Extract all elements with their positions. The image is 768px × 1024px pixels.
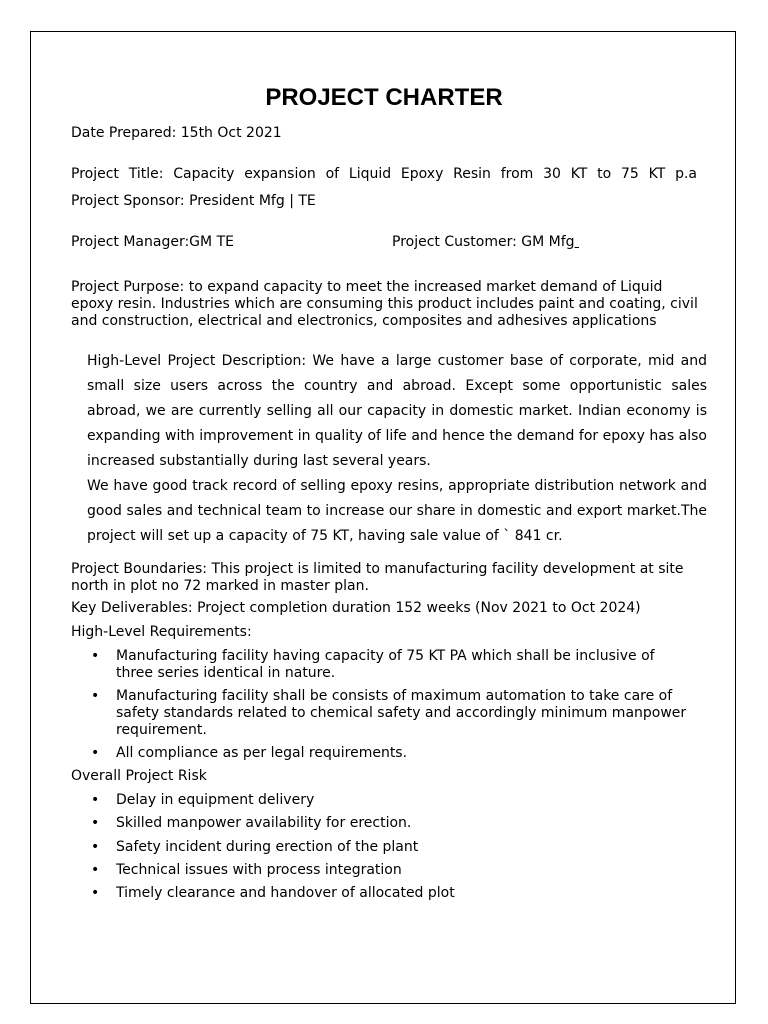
date-prepared: Date Prepared: 15th Oct 2021 — [71, 125, 282, 141]
project-title: Project Title: Capacity expansion of Liquid Epoxy Resin from 30 KT to 75 KT p.a — [71, 166, 697, 182]
description-paragraph-2: We have good track record of selling epoxy resins, appropriate distribution network and good sales and technical team to increase our share in domestic and export market.The project will set up a capacity of 75 KT, having sale value of ` 841 cr. — [87, 478, 707, 544]
risk-text: Timely clearance and handover of allocated plot — [116, 885, 455, 902]
requirement-text: All compliance as per legal requirements. — [116, 745, 408, 761]
list-item — [91, 688, 691, 739]
list-item — [91, 792, 691, 809]
project-purpose: Project Purpose: to expand capacity to meet the increased market demand of Liquid epoxy resin. Industries which are consuming this product includes paint and coating, civil and construction, electrical and electronics, composites and adhesives applications — [71, 279, 698, 329]
bullet-icon: • — [91, 688, 100, 704]
project-manager: Project Manager:GM TE — [71, 234, 234, 250]
requirements-list — [91, 648, 691, 768]
project-customer-text: Project Customer: GM Mfg — [392, 234, 575, 250]
customer-underline-mark — [575, 234, 579, 250]
requirements-heading: High-Level Requirements: — [71, 624, 252, 640]
list-item — [91, 885, 691, 902]
bullet-icon: • — [91, 861, 100, 878]
document-title: PROJECT CHARTER — [265, 84, 503, 111]
bullet-icon: • — [91, 885, 100, 902]
list-item — [91, 815, 691, 832]
risk-text: Safety incident during erection of the plant — [116, 838, 419, 855]
requirement-text: Manufacturing facility shall be consists of maximum automation to take care of safety standards related to chemical safety and accordingly minimum manpower requirement. — [116, 688, 687, 738]
list-item — [91, 648, 691, 682]
risk-heading: Overall Project Risk — [71, 768, 207, 784]
list-item — [91, 839, 691, 856]
project-description — [87, 349, 707, 549]
bullet-icon: • — [91, 745, 100, 761]
bullet-icon: • — [91, 838, 100, 855]
key-deliverables: Key Deliverables: Project completion duration 152 weeks (Nov 2021 to Oct 2024) — [71, 600, 641, 616]
bullet-icon: • — [91, 815, 100, 832]
risk-list — [91, 792, 691, 908]
project-customer — [392, 234, 579, 251]
project-boundaries: Project Boundaries: This project is limited to manufacturing facility development at site north in plot no 72 marked in master plan. — [71, 561, 684, 594]
list-item — [91, 862, 691, 879]
project-sponsor: Project Sponsor: President Mfg | TE — [71, 193, 316, 209]
requirement-text: Manufacturing facility having capacity of 75 KT PA which shall be inclusive of three series identical in nature. — [116, 648, 655, 681]
description-paragraph-1: High-Level Project Description: We have a large customer base of corporate, mid and small size users across the country and abroad. Except some opportunistic sales abroad, we are currently selling all our capacity in domestic market. Indian economy is expanding with improvement in quality of life and hence the demand for epoxy has also increased substantially during last several years. — [87, 353, 707, 469]
risk-text: Skilled manpower availability for erection. — [116, 815, 412, 832]
risk-text: Delay in equipment delivery — [116, 792, 315, 808]
risk-text: Technical issues with process integration — [116, 861, 402, 878]
list-item — [91, 745, 691, 762]
bullet-icon: • — [91, 792, 100, 808]
bullet-icon: • — [91, 648, 100, 664]
